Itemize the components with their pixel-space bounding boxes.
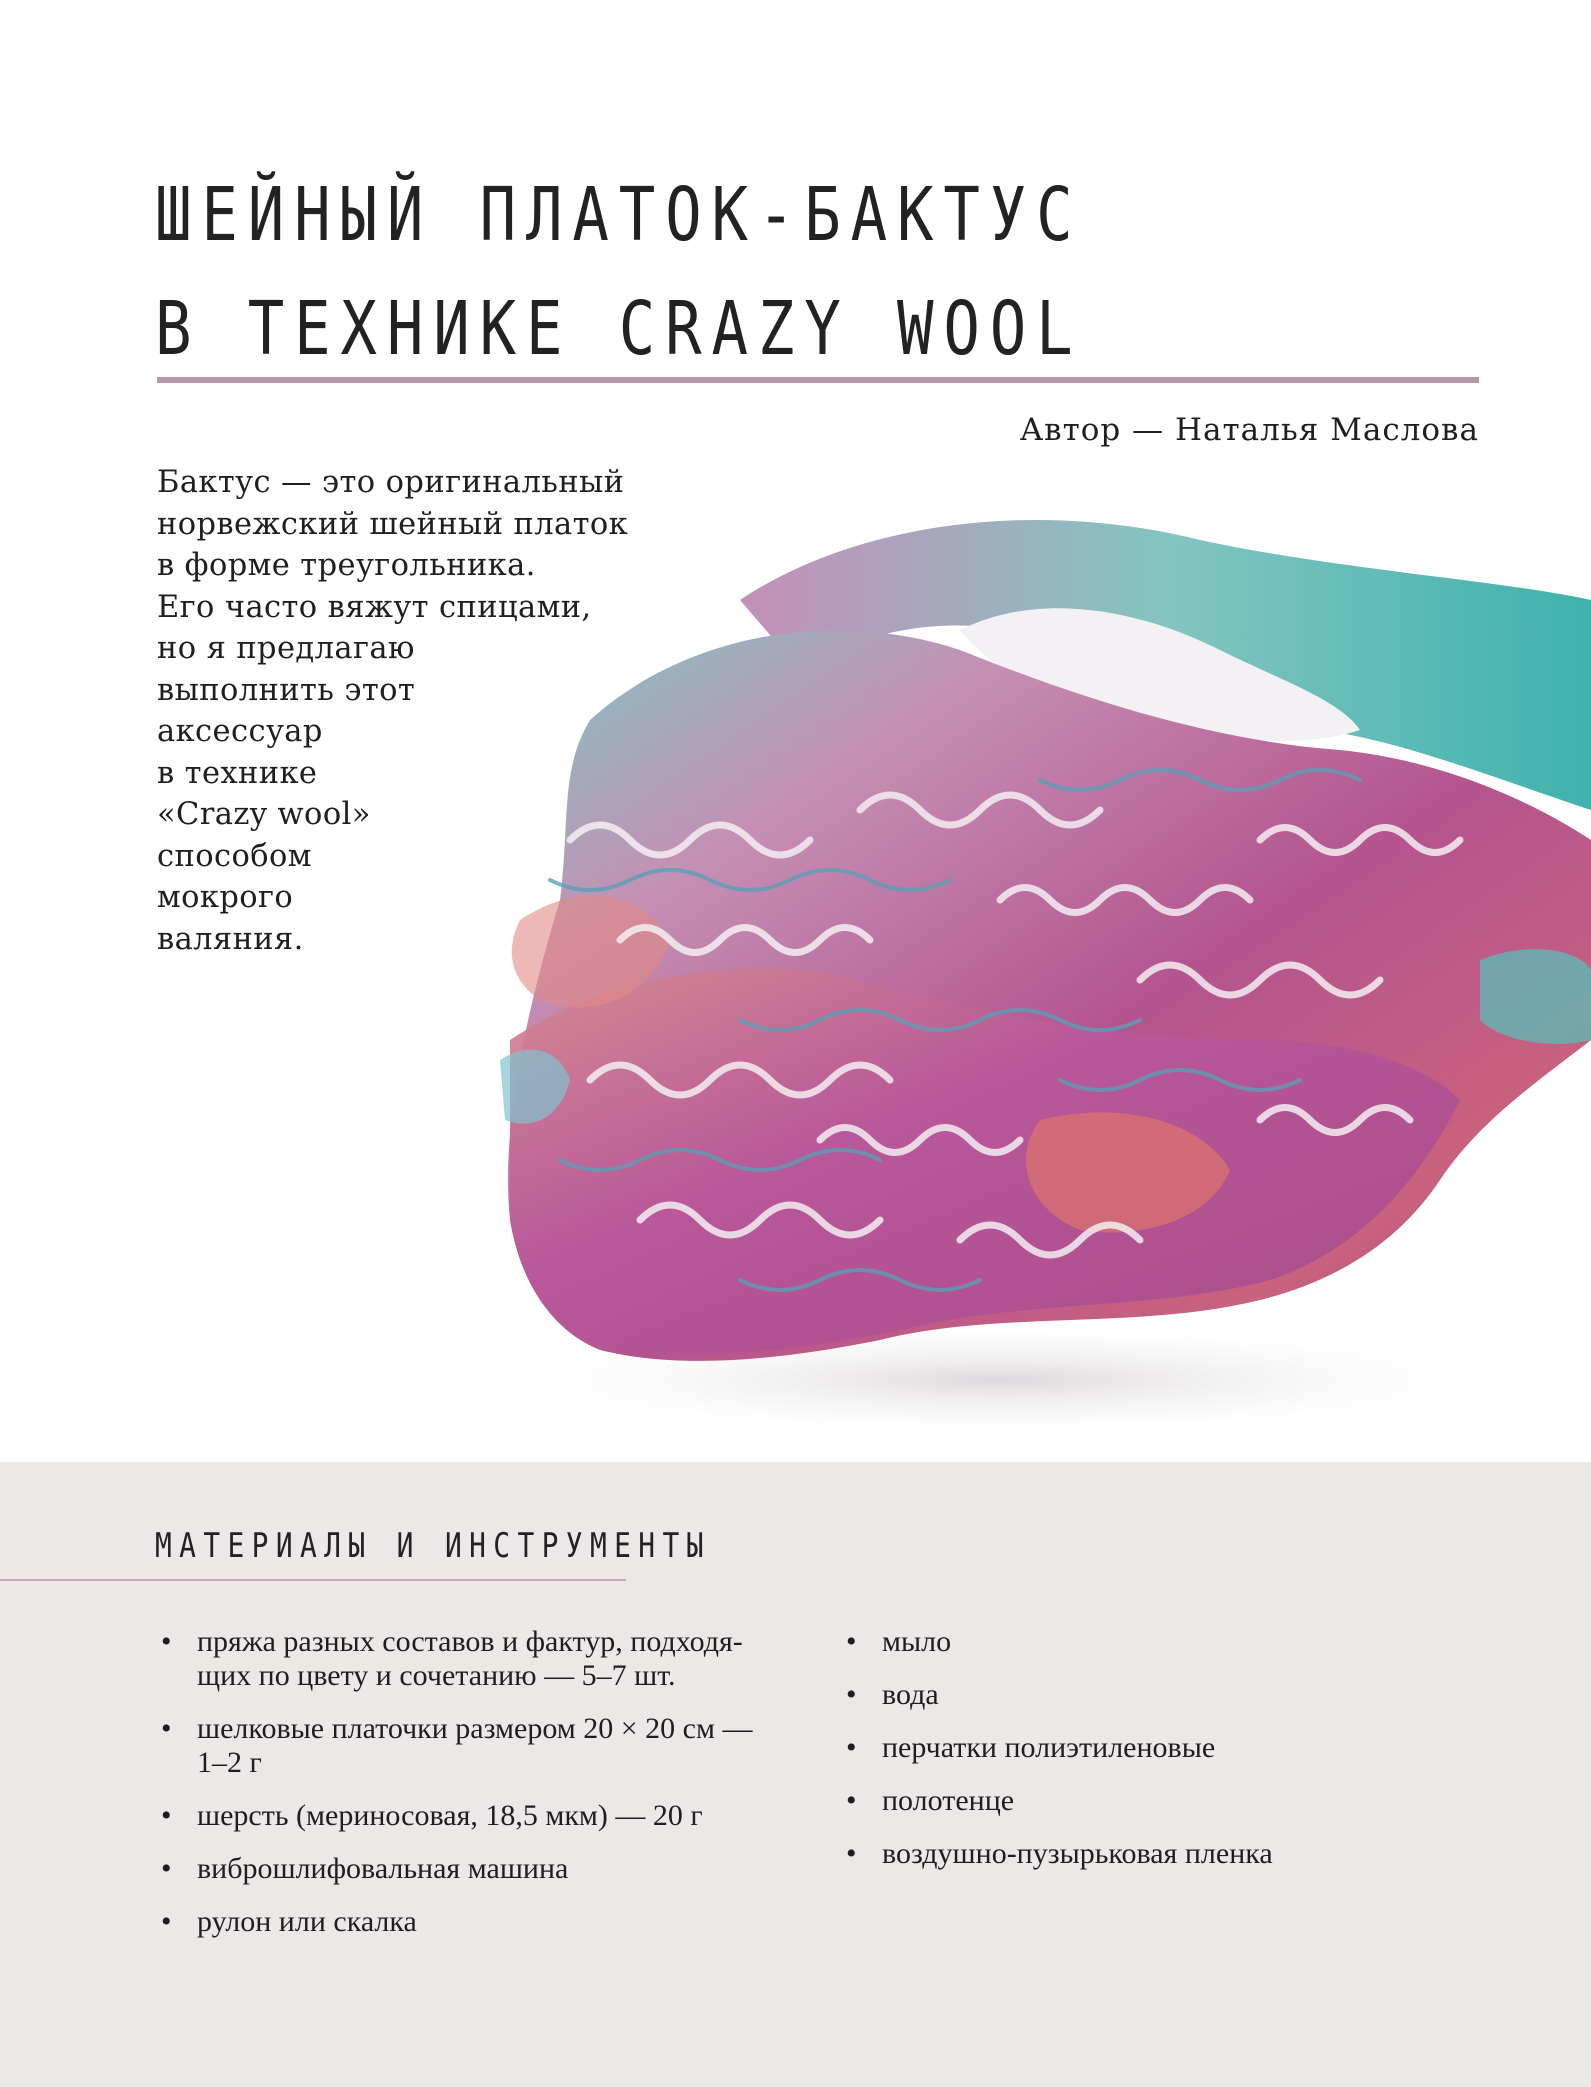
list-item-line: 1–2 г [197, 1746, 262, 1779]
materials-divider [0, 1579, 626, 1581]
list-item-line: • шерсть (мериносовая, 18,5 мкм) — 20 г [197, 1799, 703, 1832]
list-item-line: • воздушно-пузырьковая пленка [882, 1837, 1273, 1870]
list-item [842, 1837, 1402, 1871]
intro-line: «Crazy wool» [157, 797, 371, 832]
materials-list-left [157, 1625, 797, 1958]
intro-line: способом [157, 838, 312, 874]
list-item [842, 1625, 1402, 1659]
list-item-line: • пряжа разных составов и фактур, подходя- [197, 1625, 743, 1658]
list-item [157, 1905, 797, 1939]
list-item [157, 1852, 797, 1886]
intro-line: мокрого [157, 880, 294, 915]
intro-line: в форме треугольника. [157, 548, 536, 583]
intro-line: в технике [157, 755, 318, 791]
intro-line: Его часто вяжут спицами, [157, 589, 592, 625]
materials-heading: МАТЕРИАЛЫ И ИНСТРУМЕНТЫ [155, 1526, 711, 1566]
title-line-2: В ТЕХНИКЕ CRAZY WOOL [155, 286, 1083, 372]
list-item-line: • вода [882, 1678, 939, 1711]
title-line-1: ШЕЙНЫЙ ПЛАТОК-БАКТУС [155, 172, 1083, 258]
list-item [157, 1712, 797, 1780]
list-item [157, 1625, 797, 1693]
author-credit: Автор — Наталья Маслова [1019, 412, 1479, 448]
intro-line: но я предлагаю [157, 631, 415, 666]
list-item [157, 1799, 797, 1833]
intro-line: валяния. [157, 921, 304, 957]
list-item [842, 1678, 1402, 1712]
list-item-line: • мыло [882, 1625, 952, 1658]
list-item [842, 1784, 1402, 1818]
list-item [842, 1731, 1402, 1765]
title-divider [157, 377, 1479, 383]
list-item-line: щих по цвету и сочетанию — 5–7 шт. [197, 1659, 676, 1692]
list-item-line: • шелковые платочки размером 20 × 20 см — [197, 1712, 753, 1745]
list-item-line: • перчатки полиэтиленовые [882, 1731, 1216, 1764]
intro-line: аксессуар [157, 714, 323, 749]
list-item-line: • полотенце [882, 1784, 1015, 1817]
intro-line: Бактус — это оригинальный [157, 465, 625, 500]
materials-section [0, 1462, 1591, 2087]
intro-line: выполнить этот [157, 672, 416, 708]
intro-line: норвежский шейный платок [157, 506, 629, 542]
intro-text [157, 462, 627, 960]
materials-list-right [842, 1625, 1402, 1890]
list-item-line: • рулон или скалка [197, 1905, 417, 1938]
page-title [155, 158, 1221, 386]
list-item-line: • виброшлифовальная машина [197, 1852, 569, 1885]
